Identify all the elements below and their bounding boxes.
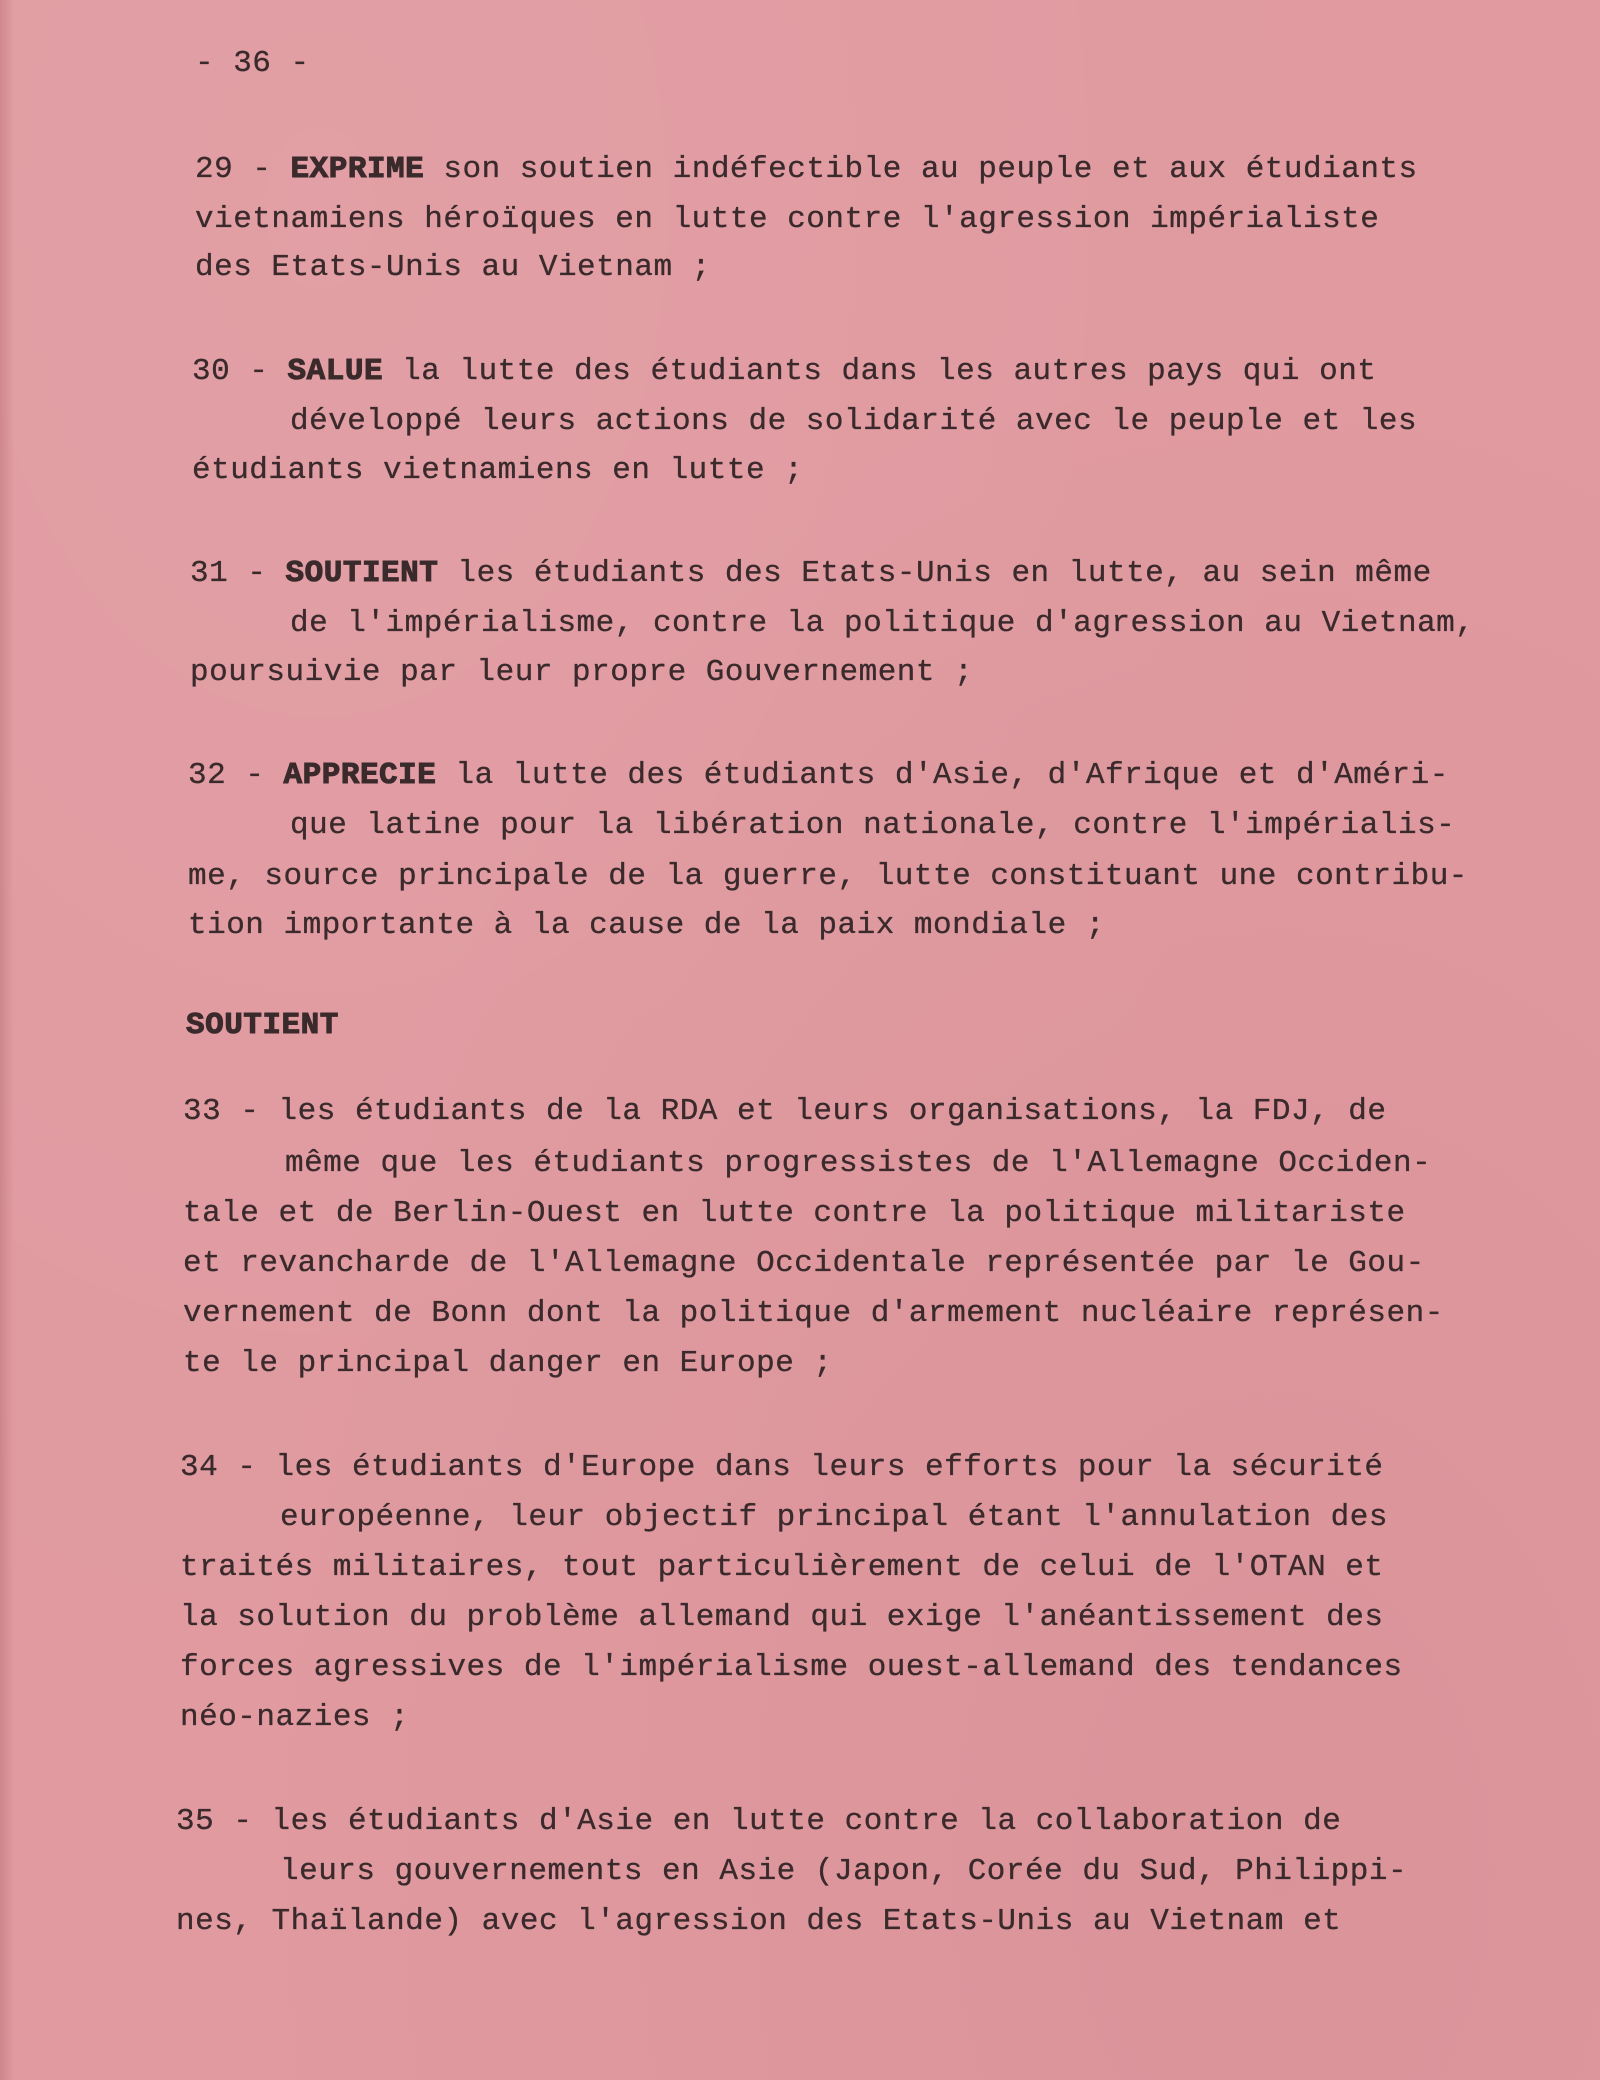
paragraph-34-line-5: forces agressives de l'impérialisme ouest-allemand des tendances bbox=[180, 1650, 1403, 1685]
paragraph-33-line-1: 33 - les étudiants de la RDA et leurs organisations, la FDJ, de bbox=[183, 1094, 1387, 1129]
paragraph-verb: SALUE bbox=[287, 354, 384, 389]
page-edge-shadow bbox=[0, 0, 14, 2080]
paragraph-number: 35 bbox=[176, 1804, 215, 1839]
paragraph-33-line-5: vernement de Bonn dont la politique d'armement nucléaire représen- bbox=[183, 1296, 1444, 1331]
paragraph-text: les étudiants d'Europe dans leurs efforts pour la sécurité bbox=[275, 1450, 1384, 1485]
paragraph-32-line-1: 32 - APPRECIE la lutte des étudiants d'Asie, d'Afrique et d'Améri- bbox=[188, 758, 1449, 793]
paragraph-text: la lutte des étudiants dans les autres pays qui ont bbox=[402, 354, 1377, 389]
paragraph-34-line-4: la solution du problème allemand qui exige l'anéantissement des bbox=[180, 1600, 1384, 1635]
paragraph-31-line-2: de l'impérialisme, contre la politique d'agression au Vietnam, bbox=[290, 606, 1475, 641]
paragraph-verb: SOUTIENT bbox=[285, 556, 439, 591]
paragraph-33-line-2: même que les étudiants progressistes de l'Allemagne Occiden- bbox=[285, 1146, 1432, 1181]
paragraph-32-line-2: que latine pour la libération nationale, contre l'impérialis- bbox=[290, 808, 1456, 843]
paragraph-32-line-4: tion importante à la cause de la paix mondiale ; bbox=[188, 908, 1105, 943]
paragraph-35-line-2: leurs gouvernements en Asie (Japon, Corée du Sud, Philippi- bbox=[280, 1854, 1408, 1889]
paragraph-number: 30 bbox=[192, 354, 231, 389]
page-number: - 36 - bbox=[195, 46, 310, 81]
paragraph-number: 29 bbox=[195, 152, 234, 187]
paragraph-33-line-4: et revancharde de l'Allemagne Occidentale représentée par le Gou- bbox=[183, 1246, 1425, 1281]
paragraph-verb: EXPRIME bbox=[290, 152, 425, 187]
paragraph-30-line-2: développé leurs actions de solidarité avec le peuple et les bbox=[290, 404, 1418, 439]
paragraph-verb: APPRECIE bbox=[283, 758, 437, 793]
paragraph-text: les étudiants d'Asie en lutte contre la collaboration de bbox=[271, 1804, 1342, 1839]
paragraph-text: son soutien indéfectible au peuple et aux étudiants bbox=[443, 152, 1418, 187]
paragraph-32-line-3: me, source principale de la guerre, lutte constituant une contribu- bbox=[188, 859, 1468, 894]
paragraph-31-line-1: 31 - SOUTIENT les étudiants des Etats-Unis en lutte, au sein même bbox=[190, 556, 1432, 591]
section-heading: SOUTIENT bbox=[186, 1008, 339, 1043]
paragraph-33-line-6: te le principal danger en Europe ; bbox=[183, 1346, 833, 1381]
paragraph-35-line-1: 35 - les étudiants d'Asie en lutte contre la collaboration de bbox=[176, 1804, 1342, 1839]
paragraph-35-line-3: nes, Thaïlande) avec l'agression des Etats-Unis au Vietnam et bbox=[176, 1904, 1342, 1939]
paragraph-text: les étudiants de la RDA et leurs organisations, la FDJ, de bbox=[278, 1094, 1387, 1129]
paragraph-number: 34 bbox=[180, 1450, 219, 1485]
paragraph-33-line-3: tale et de Berlin-Ouest en lutte contre la politique militariste bbox=[183, 1196, 1406, 1231]
paragraph-34-line-2: européenne, leur objectif principal étant l'annulation des bbox=[280, 1500, 1388, 1535]
paragraph-34-line-3: traités militaires, tout particulièrement de celui de l'OTAN et bbox=[180, 1550, 1384, 1585]
paragraph-29-line-2: vietnamiens héroïques en lutte contre l'agression impérialiste bbox=[195, 202, 1380, 237]
paragraph-34-line-6: néo-nazies ; bbox=[180, 1700, 410, 1735]
paragraph-number: 32 bbox=[188, 758, 227, 793]
paragraph-30-line-1: 30 - SALUE la lutte des étudiants dans les autres pays qui ont bbox=[192, 354, 1377, 389]
paragraph-30-line-3: étudiants vietnamiens en lutte ; bbox=[192, 453, 804, 488]
paragraph-31-line-3: poursuivie par leur propre Gouvernement ; bbox=[190, 655, 974, 690]
paragraph-29-line-3: des Etats-Unis au Vietnam ; bbox=[195, 250, 711, 285]
paragraph-text: les étudiants des Etats-Unis en lutte, au sein même bbox=[457, 556, 1432, 591]
paragraph-number: 31 bbox=[190, 556, 229, 591]
paragraph-34-line-1: 34 - les étudiants d'Europe dans leurs efforts pour la sécurité bbox=[180, 1450, 1384, 1485]
paragraph-29-line-1: 29 - EXPRIME son soutien indéfectible au peuple et aux étudiants bbox=[195, 152, 1418, 187]
paragraph-number: 33 bbox=[183, 1094, 222, 1129]
paragraph-text: la lutte des étudiants d'Asie, d'Afrique et d'Améri- bbox=[455, 758, 1449, 793]
